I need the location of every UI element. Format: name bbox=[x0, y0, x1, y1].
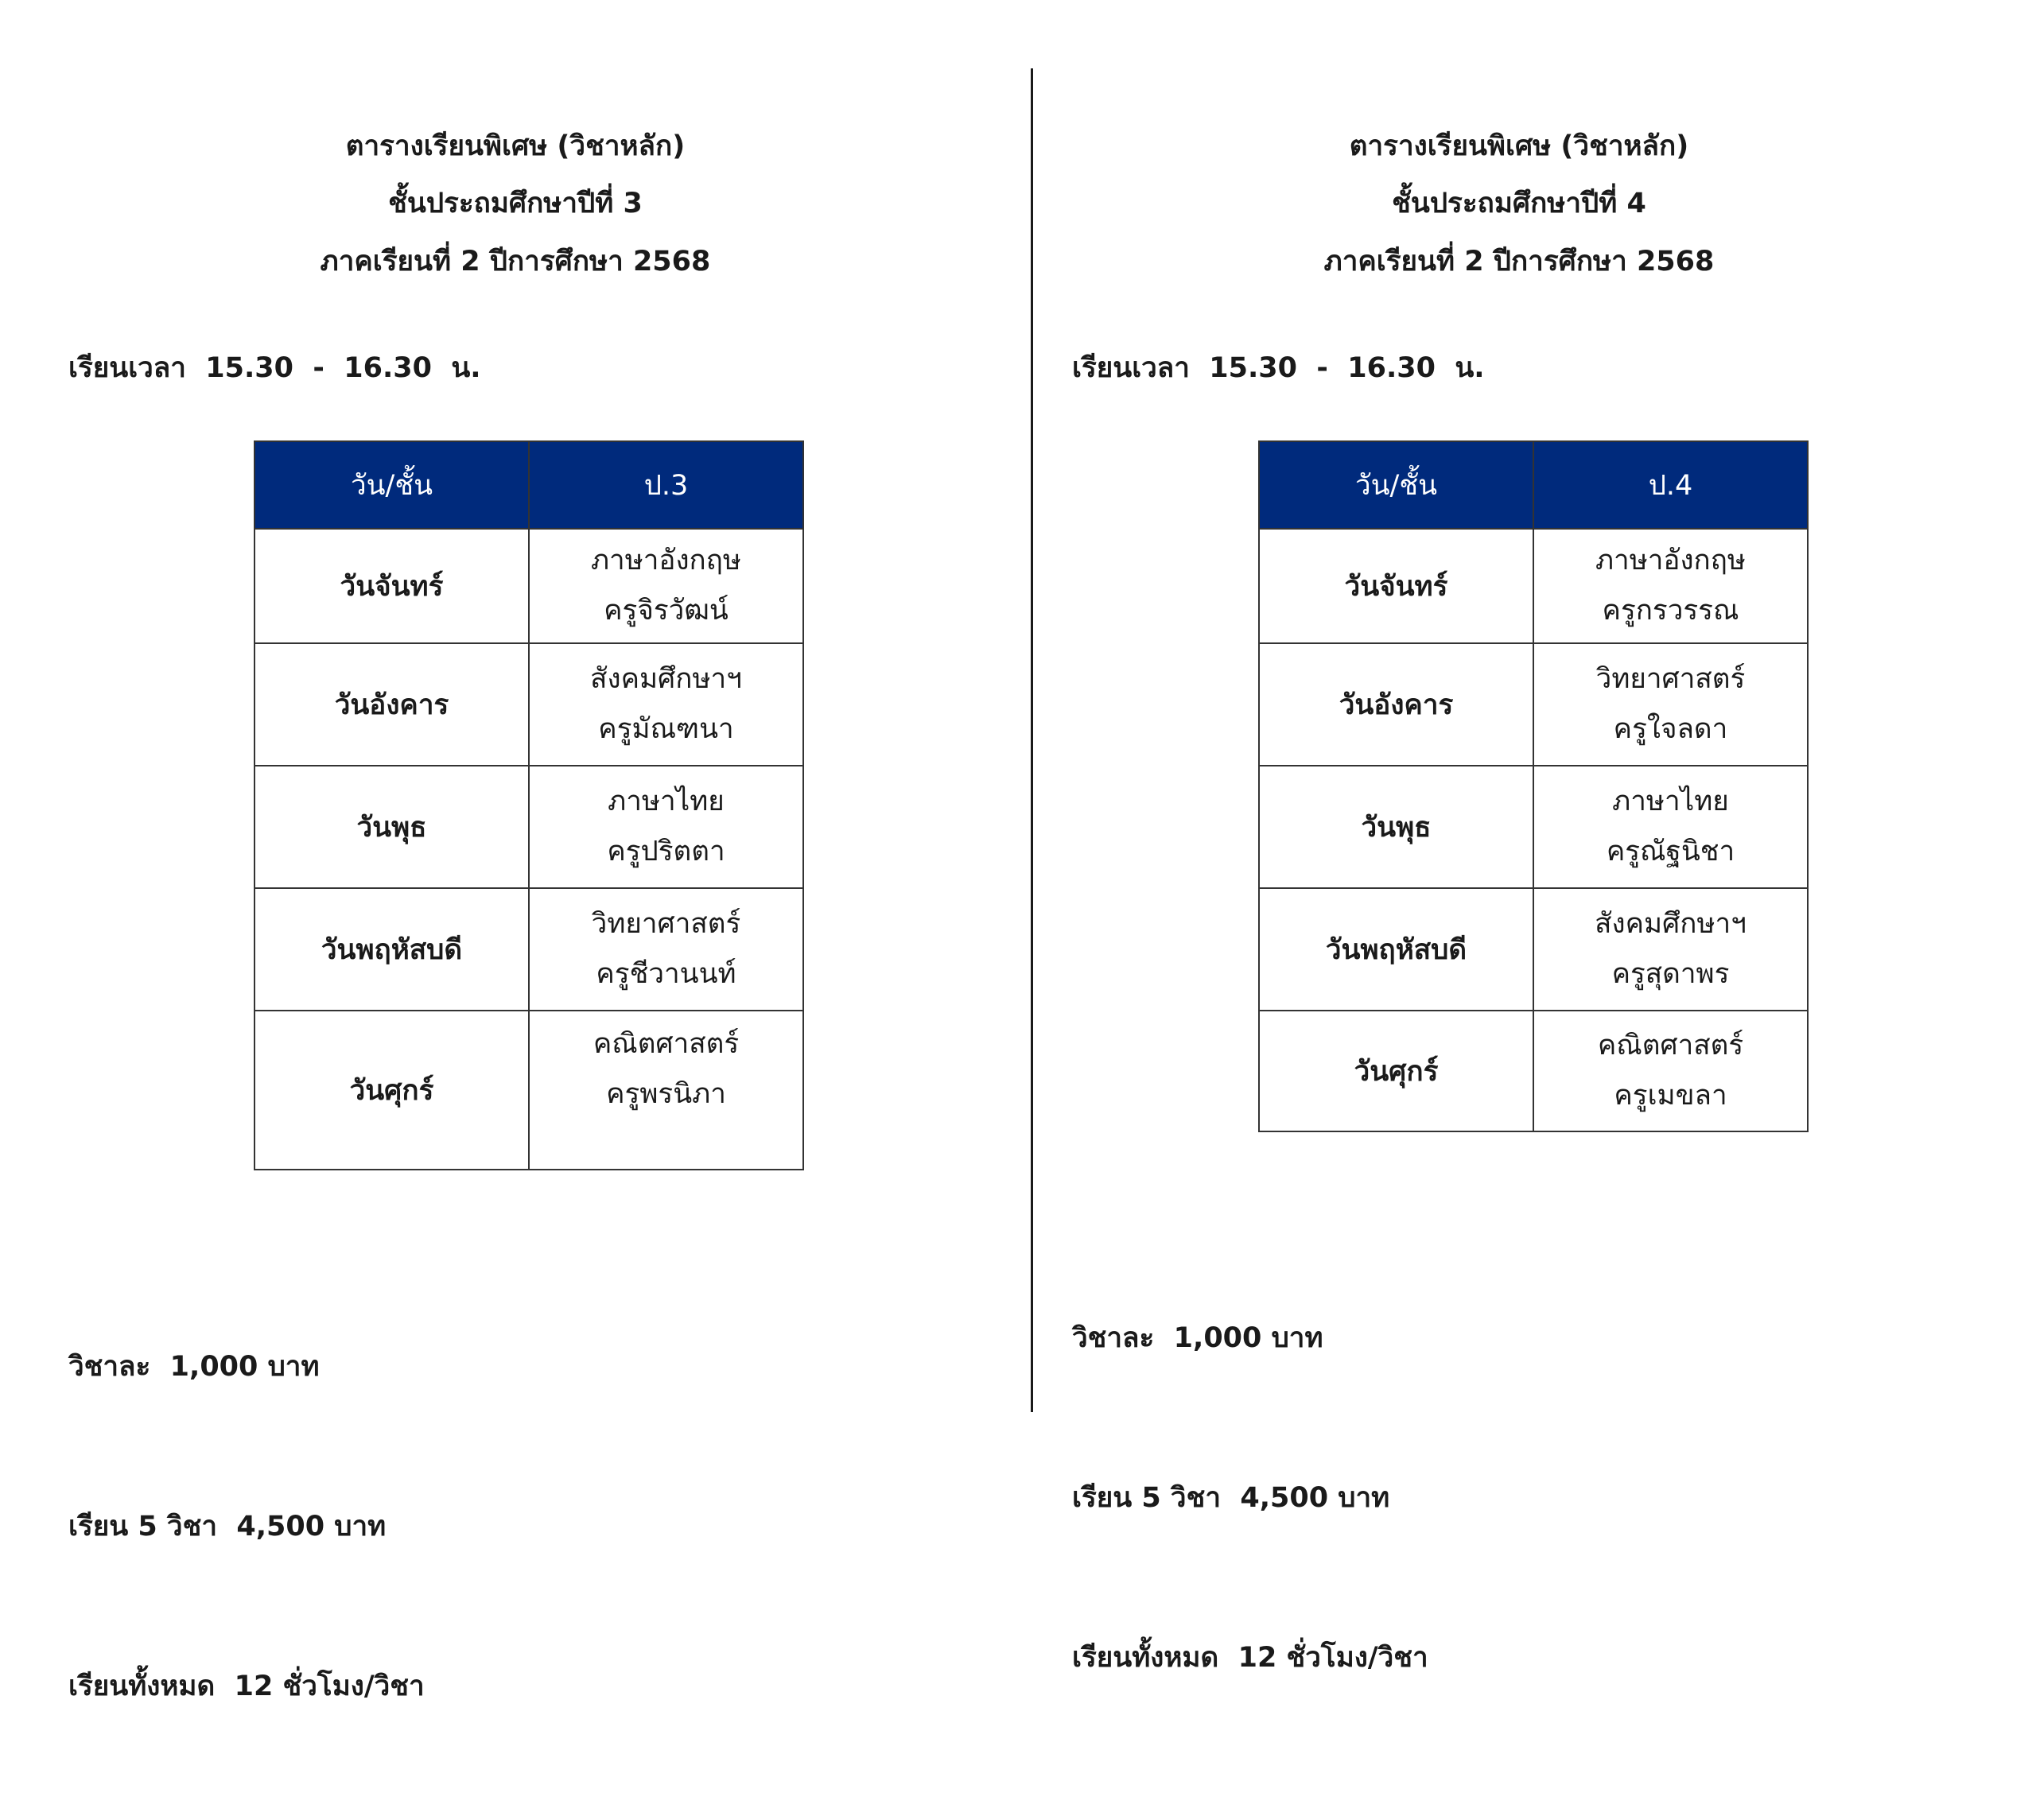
table-row bbox=[254, 529, 803, 643]
teacher-name: ครูณัฐนิชา bbox=[1606, 836, 1735, 867]
class-cell bbox=[1533, 529, 1808, 643]
table-row bbox=[1259, 643, 1808, 766]
day-cell: วันพุธ bbox=[1259, 766, 1533, 888]
subject-name: ภาษาไทย bbox=[1612, 786, 1729, 817]
table-row bbox=[1259, 766, 1808, 888]
teacher-name: ครูพรนิภา bbox=[606, 1078, 726, 1110]
term-line: ภาคเรียนที่ 2 ปีการศึกษา 2568 bbox=[1323, 246, 1715, 277]
schedule-title: ตารางเรียนพิเศษ (วิชาหลัก) bbox=[345, 130, 686, 162]
grade-line: ชั้นประถมศึกษาปีที่ 4 bbox=[1392, 188, 1646, 219]
subject-name: สังคมศึกษาฯ bbox=[590, 663, 742, 695]
grade-line: ชั้นประถมศึกษาปีที่ 3 bbox=[388, 188, 643, 219]
fee-five-subjects: เรียน 5 วิชา 4,500 บาท bbox=[68, 1511, 387, 1543]
day-cell: วันศุกร์ bbox=[1259, 1011, 1533, 1131]
fee-per-subject: วิชาละ 1,000 บาท bbox=[68, 1351, 320, 1383]
header-day: วัน/ชั้น bbox=[254, 441, 529, 529]
class-cell bbox=[1533, 643, 1808, 766]
day-cell: วันพฤหัสบดี bbox=[1259, 888, 1533, 1011]
total-hours: เรียนทั้งหมด 12 ชั่วโมง/วิชา bbox=[68, 1671, 425, 1702]
day-cell: วันศุกร์ bbox=[254, 1011, 529, 1170]
term-line: ภาคเรียนที่ 2 ปีการศึกษา 2568 bbox=[320, 246, 711, 277]
teacher-name: ครูเมขลา bbox=[1614, 1080, 1727, 1112]
fee-per-subject: วิชาละ 1,000 บาท bbox=[1072, 1322, 1323, 1354]
day-cell: วันจันทร์ bbox=[254, 529, 529, 643]
schedule-title: ตารางเรียนพิเศษ (วิชาหลัก) bbox=[1349, 130, 1689, 162]
class-time: เรียนเวลา 15.30 - 16.30 น. bbox=[68, 352, 481, 384]
day-cell: วันอังคาร bbox=[1259, 643, 1533, 766]
fee-info bbox=[1072, 1205, 1428, 1791]
subject-name: คณิตศาสตร์ bbox=[593, 1028, 740, 1060]
subject-name: วิทยาศาสตร์ bbox=[1595, 663, 1746, 695]
schedule-panel-grade-3 bbox=[0, 0, 1002, 1702]
header-grade: ป.4 bbox=[1533, 441, 1808, 529]
table-row bbox=[254, 1011, 803, 1170]
table-row bbox=[254, 766, 803, 888]
subject-name: สังคมศึกษาฯ bbox=[1595, 908, 1747, 940]
teacher-name: ครูมัณฑนา bbox=[598, 713, 734, 745]
total-hours: เรียนทั้งหมด 12 ชั่วโมง/วิชา bbox=[1072, 1642, 1428, 1674]
teacher-name: ครูใจลดา bbox=[1613, 713, 1728, 745]
subject-name: วิทยาศาสตร์ bbox=[591, 908, 741, 940]
class-cell bbox=[529, 1011, 803, 1170]
class-cell bbox=[529, 529, 803, 643]
day-cell: วันพุธ bbox=[254, 766, 529, 888]
header-day: วัน/ชั้น bbox=[1259, 441, 1533, 529]
class-cell bbox=[1533, 888, 1808, 1011]
subject-name: ภาษาไทย bbox=[608, 786, 725, 817]
day-cell: วันจันทร์ bbox=[1259, 529, 1533, 643]
fee-five-subjects: เรียน 5 วิชา 4,500 บาท bbox=[1072, 1482, 1390, 1514]
day-cell: วันพฤหัสบดี bbox=[254, 888, 529, 1011]
teacher-name: ครูสุดาพร bbox=[1611, 958, 1730, 990]
class-cell bbox=[1533, 766, 1808, 888]
class-time: เรียนเวลา 15.30 - 16.30 น. bbox=[1072, 352, 1485, 384]
schedule-panel-grade-4 bbox=[1004, 0, 2006, 1674]
class-cell bbox=[1533, 1011, 1808, 1131]
class-cell bbox=[529, 888, 803, 1011]
table-row bbox=[1259, 1011, 1808, 1131]
table-header-row bbox=[1259, 441, 1808, 529]
fee-info bbox=[68, 1234, 425, 1820]
subject-name: ภาษาอังกฤษ bbox=[1595, 545, 1746, 576]
teacher-name: ครูกรวรรณ bbox=[1602, 595, 1739, 627]
class-cell bbox=[529, 766, 803, 888]
table-row bbox=[254, 643, 803, 766]
teacher-name: ครูชีวานนท์ bbox=[596, 958, 736, 990]
teacher-name: ครูจิรวัฒน์ bbox=[604, 595, 729, 627]
table-row bbox=[1259, 888, 1808, 1011]
table-header-row bbox=[254, 441, 803, 529]
subject-name: คณิตศาสตร์ bbox=[1597, 1030, 1744, 1061]
header-grade: ป.3 bbox=[529, 441, 803, 529]
teacher-name: ครูปริตตา bbox=[607, 836, 725, 867]
subject-name: ภาษาอังกฤษ bbox=[590, 545, 741, 576]
table-row bbox=[1259, 529, 1808, 643]
table-row bbox=[254, 888, 803, 1011]
class-cell bbox=[529, 643, 803, 766]
schedule-table bbox=[254, 440, 804, 1170]
schedule-table bbox=[1258, 440, 1809, 1132]
day-cell: วันอังคาร bbox=[254, 643, 529, 766]
